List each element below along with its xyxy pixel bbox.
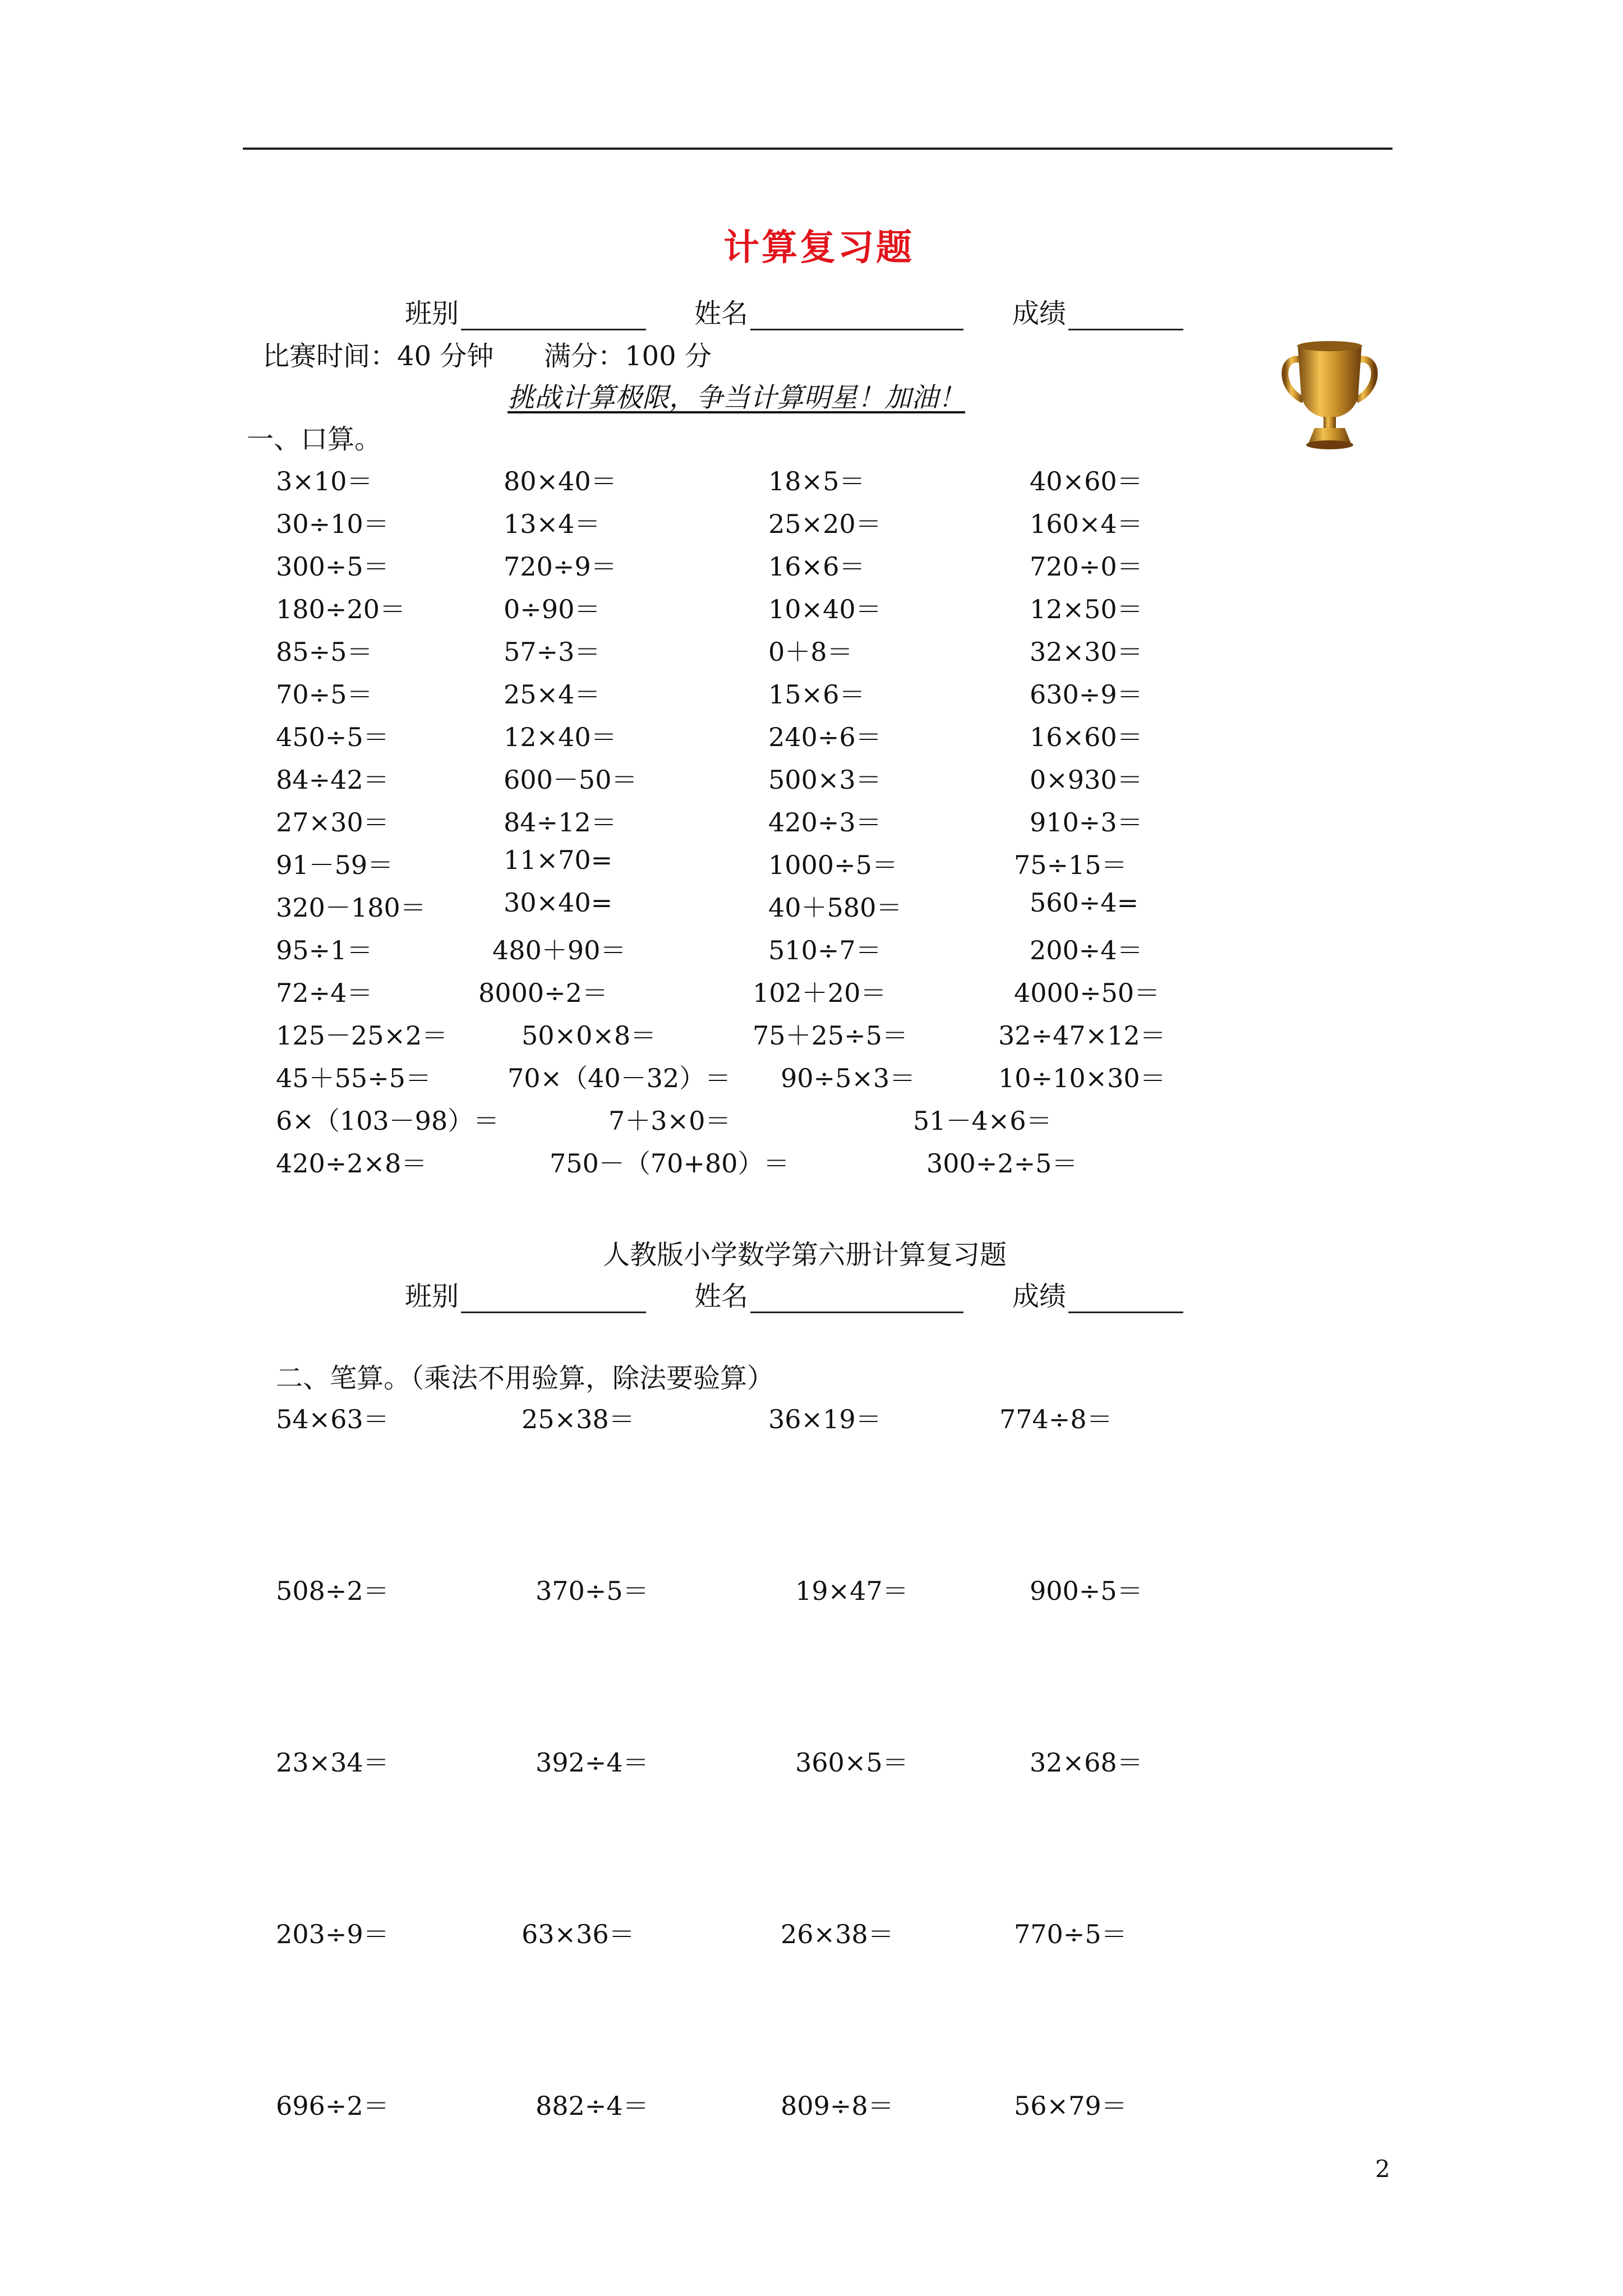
name-label: 姓名 — [694, 1281, 749, 1312]
slogan: 挑战计算极限，争当计算明星！加油！ — [508, 382, 966, 413]
problem: 480＋90＝ — [492, 935, 626, 965]
problem: 50×0×8＝ — [522, 1020, 657, 1051]
problem: 300÷5＝ — [276, 551, 389, 582]
name-label: 姓名 — [694, 298, 749, 329]
problem: 160×4＝ — [1030, 509, 1143, 539]
problem: 750－（70+80）＝ — [550, 1148, 790, 1179]
problem: 56×79＝ — [1014, 2091, 1127, 2121]
problem: 26×38＝ — [781, 1919, 894, 1949]
problem: 16×6＝ — [768, 551, 865, 582]
problem: 809÷8＝ — [781, 2091, 894, 2121]
problem: 0×930＝ — [1030, 765, 1143, 795]
problem: 84÷12＝ — [504, 807, 617, 838]
class-label: 班别 — [405, 1281, 459, 1312]
problem: 72÷4＝ — [276, 978, 373, 1008]
problem: 32×30＝ — [1030, 637, 1143, 667]
problem: 36×19＝ — [768, 1404, 882, 1434]
problem: 13×4＝ — [504, 509, 601, 539]
problem: 10÷10×30＝ — [998, 1063, 1166, 1093]
problem: 15×6＝ — [768, 679, 865, 710]
problem: 54×63＝ — [276, 1404, 389, 1434]
class-field[interactable] — [405, 292, 646, 330]
problem: 300÷2÷5＝ — [926, 1148, 1078, 1179]
full-score: 满分：100 分 — [544, 341, 712, 372]
problem: 10×40＝ — [768, 594, 882, 624]
problem: 180÷20＝ — [276, 594, 405, 624]
problem: 80×40＝ — [504, 466, 617, 496]
problem: 0÷90＝ — [504, 594, 601, 624]
problem: 75＋25÷5＝ — [753, 1020, 908, 1051]
problem: 203÷9＝ — [276, 1919, 389, 1949]
problem: 63×36＝ — [522, 1919, 635, 1949]
problem: 900÷5＝ — [1030, 1576, 1143, 1606]
problem: 84÷42＝ — [276, 765, 389, 795]
problem: 51－4×6＝ — [913, 1106, 1052, 1136]
problem: 770÷5＝ — [1014, 1919, 1127, 1949]
problem: 91－59＝ — [276, 850, 394, 880]
problem: 560÷4= — [1030, 887, 1139, 918]
trophy-icon — [1274, 338, 1385, 450]
problem: 25×4＝ — [504, 679, 601, 710]
problem: 40＋580＝ — [768, 892, 902, 923]
problem: 420÷3＝ — [768, 807, 882, 838]
name-blank[interactable] — [750, 1283, 963, 1313]
problem: 70÷5＝ — [276, 679, 373, 710]
score-blank[interactable] — [1068, 301, 1183, 330]
problem: 95÷1＝ — [276, 935, 373, 965]
problem: 25×20＝ — [768, 509, 882, 539]
problem: 125－25×2＝ — [276, 1020, 448, 1051]
problem: 510÷7＝ — [768, 935, 882, 965]
problem: 16×60＝ — [1030, 722, 1143, 752]
problem: 882÷4＝ — [536, 2091, 649, 2121]
problem: 630÷9＝ — [1030, 679, 1143, 710]
problem: 1000÷5＝ — [768, 850, 898, 880]
problem: 910÷3＝ — [1030, 807, 1143, 838]
class-field-2[interactable] — [405, 1274, 646, 1313]
problem: 102＋20＝ — [753, 978, 887, 1008]
problem: 18×5＝ — [768, 466, 865, 496]
class-label: 班别 — [405, 298, 459, 329]
problem: 200÷4＝ — [1030, 935, 1143, 965]
problem: 45＋55÷5＝ — [276, 1063, 431, 1093]
score-field-2[interactable] — [1012, 1274, 1183, 1313]
problem: 4000÷50＝ — [1014, 978, 1160, 1008]
problem: 600－50＝ — [504, 765, 638, 795]
section2-heading: 二、笔算。（乘法不用验算，除法要验算） — [276, 1363, 774, 1394]
problem: 500×3＝ — [768, 765, 882, 795]
problem: 720÷9＝ — [504, 551, 617, 582]
problem: 774÷8＝ — [999, 1404, 1113, 1434]
problem: 7＋3×0＝ — [608, 1106, 731, 1136]
page-title: 计算复习题 — [723, 227, 914, 269]
problem: 12×40＝ — [504, 722, 617, 752]
name-field-2[interactable] — [694, 1274, 963, 1313]
name-field[interactable] — [694, 292, 963, 330]
problem: 57÷3＝ — [504, 637, 601, 667]
score-blank[interactable] — [1068, 1283, 1183, 1313]
problem: 720÷0＝ — [1030, 551, 1143, 582]
class-blank[interactable] — [461, 301, 646, 330]
score-field[interactable] — [1012, 292, 1183, 330]
problem: 3×10＝ — [276, 466, 373, 496]
section1-heading: 一、口算。 — [247, 424, 382, 455]
problem: 25×38＝ — [522, 1404, 635, 1434]
problem: 420÷2×8＝ — [276, 1148, 427, 1179]
problem: 370÷5＝ — [536, 1576, 649, 1606]
problem: 6×（103－98）＝ — [276, 1106, 500, 1136]
problem: 40×60＝ — [1030, 466, 1143, 496]
problem: 75÷15＝ — [1014, 850, 1127, 880]
problem: 11×70= — [504, 845, 613, 875]
page-number: 2 — [1375, 2155, 1390, 2183]
name-blank[interactable] — [750, 301, 963, 330]
problem: 70×（40－32）＝ — [508, 1063, 731, 1093]
time-limit: 比赛时间：40 分钟 — [262, 341, 494, 372]
problem: 32÷47×12＝ — [998, 1020, 1166, 1051]
problem: 508÷2＝ — [276, 1576, 389, 1606]
problem: 19×47＝ — [795, 1576, 909, 1606]
subtitle: 人教版小学数学第六册计算复习题 — [603, 1239, 1007, 1271]
problem: 240÷6＝ — [768, 722, 882, 752]
problem: 696÷2＝ — [276, 2091, 389, 2121]
problem: 23×34＝ — [276, 1747, 389, 1778]
class-blank[interactable] — [461, 1283, 646, 1313]
problem: 0＋8＝ — [768, 637, 853, 667]
problem: 8000÷2＝ — [478, 978, 608, 1008]
problem: 32×68＝ — [1030, 1747, 1143, 1778]
problem: 30×40= — [504, 887, 613, 918]
header-rule — [243, 148, 1393, 150]
problem: 450÷5＝ — [276, 722, 389, 752]
problem: 320－180＝ — [276, 892, 426, 923]
score-label: 成绩 — [1012, 1281, 1067, 1312]
problem: 27×30＝ — [276, 807, 389, 838]
problem: 85÷5＝ — [276, 637, 373, 667]
problem: 30÷10＝ — [276, 509, 389, 539]
problem: 392÷4＝ — [536, 1747, 649, 1778]
score-label: 成绩 — [1012, 298, 1067, 329]
problem: 360×5＝ — [795, 1747, 909, 1778]
problem: 12×50＝ — [1030, 594, 1143, 624]
problem: 90÷5×3＝ — [781, 1063, 916, 1093]
